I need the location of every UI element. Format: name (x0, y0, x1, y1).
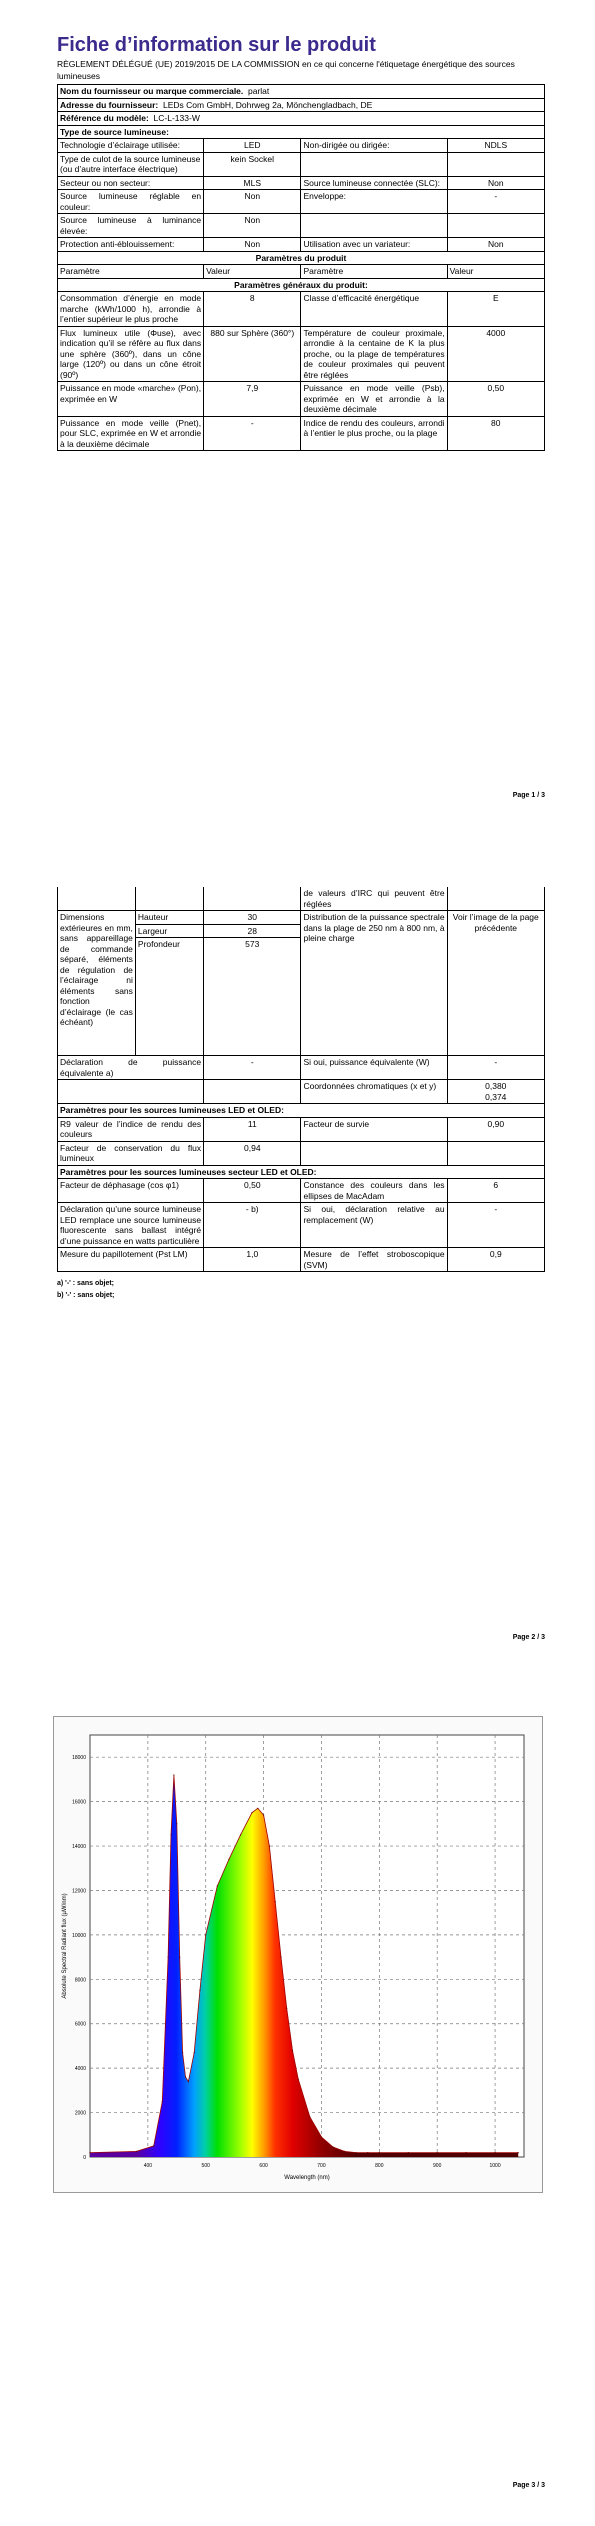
x-tick-label: 700 (317, 2163, 326, 2169)
param-label: Indice de rendu des couleurs, arrondi à l’entier le plus proche, ou la plage (301, 416, 447, 451)
param-value: E (447, 292, 544, 327)
mains-label: Constance des couleurs dans les ellipses de MacAdam (301, 1179, 447, 1203)
data-point (309, 2116, 310, 2117)
data-point (153, 2145, 154, 2146)
led-value: 0,90 (447, 1117, 544, 1141)
data-point (298, 2079, 299, 2080)
type-row (58, 238, 545, 252)
general-header-row (58, 278, 545, 292)
dim-value-width: 28 (204, 924, 301, 938)
param-label: Classe d’efficacité énergétique (301, 292, 447, 327)
page-number-3: Page 3 / 3 (512, 2482, 545, 2489)
data-point (240, 1834, 241, 1835)
type-header-row (58, 125, 545, 139)
type-value (447, 214, 544, 238)
data-point (228, 1859, 229, 1860)
param-value: 7,9 (204, 382, 301, 417)
equiv-label: Si oui, puissance équivalente (W) (301, 1056, 447, 1080)
general-params-rows (58, 292, 545, 451)
param-label: Puissance en mode veille (Pnet), pour SLC, exprimée en W et arrondie à la deuxième décimale (58, 416, 204, 451)
spectrum-chart-frame (53, 1716, 543, 2193)
type-value: kein Sockel (204, 152, 301, 176)
model-value: LC-L-133-W (153, 113, 200, 123)
led-value: 0,94 (204, 1141, 301, 1165)
equiv-label: Coordonnées chromatiques (x et y) (301, 1080, 447, 1104)
mains-params-header: Paramètres pour les sources lumineuses secteur LED et OLED: (58, 1165, 545, 1179)
data-point (408, 2152, 409, 2153)
data-point (257, 1808, 258, 1809)
param-label: Flux lumineux utile (Φuse), avec indication qu’il se réfère au flux dans une sphère (360º), dans un cône large (120º) ou dans un cône étroit (90º) (58, 326, 204, 382)
led-label (301, 1141, 447, 1165)
data-point (356, 2152, 357, 2153)
plot-area (90, 1735, 524, 2157)
equiv-row (58, 1056, 545, 1080)
type-value: Non (204, 190, 301, 214)
mains-value: - (447, 1203, 544, 1248)
type-value (447, 152, 544, 176)
data-point (188, 2081, 189, 2082)
cri-continuation: de valeurs d’IRC qui peuvent être réglées (301, 887, 447, 911)
type-label: Source lumineuse à luminance élevée: (58, 214, 204, 238)
type-label: Protection anti-éblouissement: (58, 238, 204, 252)
type-label: Source lumineuse réglable en couleur: (58, 190, 204, 214)
type-value: - (447, 190, 544, 214)
mains-value: 0,50 (204, 1179, 301, 1203)
y-tick-label: 2000 (74, 2110, 86, 2117)
document-title: Fiche d’information sur le produit (57, 34, 376, 56)
param-value: 80 (447, 416, 544, 451)
dimensions-label: Dimensions extérieures en mm, sans appareillage de commande séparé, éléments de régulation de l’éclairage ni éléments sans fonction d’éclairage (le cas échéant) (58, 911, 136, 1056)
led-row (58, 1117, 545, 1141)
param-label: Puissance en mode «marche» (Pon), exprimée en W (58, 382, 204, 417)
param-value: 0,50 (447, 382, 544, 417)
equivalence-rows (58, 1056, 545, 1104)
data-point (332, 2146, 333, 2147)
y-tick-label: 16000 (72, 1799, 86, 1806)
y-axis-label: Absolute Spectral Radiant flux (µW/nm) (62, 1893, 68, 1999)
mains-params-rows (58, 1179, 545, 1272)
led-value (447, 1141, 544, 1165)
data-point (173, 1774, 174, 1775)
data-point (217, 1885, 218, 1886)
y-tick-label: 18000 (72, 1755, 86, 1762)
column-header-row (58, 265, 545, 279)
page-number-2: Page 2 / 3 (512, 1634, 545, 1641)
spectral-label: Distribution de la puissance spectrale dans la plage de 250 nm à 800 nm, à pleine charge (301, 911, 447, 1056)
data-point (205, 1934, 206, 1935)
led-params-header: Paramètres pour les sources lumineuses LED et OLED: (58, 1104, 545, 1118)
model-row (58, 112, 545, 126)
supplier-value: parlat (248, 86, 270, 96)
data-point (194, 2052, 195, 2053)
type-label: Secteur ou non secteur: (58, 176, 204, 190)
cri-continuation-row (58, 887, 545, 911)
params-header: Paramètres du produit (58, 251, 545, 265)
param-row (58, 416, 545, 451)
param-row (58, 326, 545, 382)
data-point (275, 1901, 276, 1902)
led-value: 11 (204, 1117, 301, 1141)
type-label: Technologie d’éclairage utilisée: (58, 139, 204, 153)
type-value: Non (204, 238, 301, 252)
footnote-b: b) '-' : sans objet; (57, 1292, 115, 1299)
general-params-header: Paramètres généraux du produit: (58, 278, 545, 292)
y-tick-label: 4000 (74, 2066, 86, 2073)
mains-label: Facteur de déphasage (cos φ1) (58, 1179, 204, 1203)
model-label: Référence du modèle: (60, 113, 149, 123)
col-param-1: Paramètre (58, 265, 204, 279)
data-point (162, 2101, 163, 2102)
dim-value-height: 30 (204, 911, 301, 925)
equiv-label: Déclaration de puissance équivalente a) (58, 1056, 204, 1080)
param-label: Consommation d’énergie en mode marche (kWh/1000 h), arrondie à l’entier supérieur le plus proche (58, 292, 204, 327)
mains-label: Si oui, déclaration relative au remplacement (W) (301, 1203, 447, 1248)
type-value: MLS (204, 176, 301, 190)
data-point (286, 2008, 287, 2009)
x-tick-label: 800 (375, 2163, 384, 2169)
type-label: Utilisation avec un variateur: (301, 238, 447, 252)
param-value: 4000 (447, 326, 544, 382)
type-value: Non (204, 214, 301, 238)
type-label (301, 152, 447, 176)
product-info-table-cont (57, 887, 545, 1272)
param-value: - (204, 416, 301, 451)
led-header-row (58, 1104, 545, 1118)
equiv-value (204, 1080, 301, 1104)
led-label: R9 valeur de l’indice de rendu des couleurs (58, 1117, 204, 1141)
param-label: Puissance en mode veille (Psb), exprimée en W et arrondie à la deuxième décimale (301, 382, 447, 417)
data-point (292, 2050, 293, 2051)
data-point (269, 1846, 270, 1847)
mains-value: - b) (204, 1203, 301, 1248)
params-header-row (58, 251, 545, 265)
equiv-label (58, 1080, 204, 1104)
spectral-value: Voir l’image de la page précédente (447, 911, 544, 1056)
spectral-distribution-chart (54, 1717, 542, 2192)
page-1-content (57, 32, 545, 451)
y-tick-label: 0 (83, 2155, 86, 2161)
mains-label: Mesure de l’effet stroboscopique (SVM) (301, 1248, 447, 1272)
type-row (58, 176, 545, 190)
address-row (58, 98, 545, 112)
mains-value: 1,0 (204, 1248, 301, 1272)
mains-label: Déclaration qu’une source lumineuse LED remplace une source lumineuse fluorescente sans ballast intégré d’une puissance en watts particulière (58, 1203, 204, 1248)
data-point (185, 2076, 186, 2077)
page-number-1: Page 1 / 3 (512, 792, 545, 799)
dimension-row-height (58, 911, 545, 925)
type-label: Enveloppe: (301, 190, 447, 214)
dim-name-depth: Profondeur (135, 938, 203, 1056)
type-row (58, 152, 545, 176)
data-point (367, 2152, 368, 2153)
data-point (182, 2052, 183, 2053)
param-row (58, 382, 545, 417)
page-3 (0, 1684, 595, 2526)
data-point (495, 2152, 496, 2153)
param-label: Température de couleur proximale, arrondie à la centaine de K la plus proche, ou la plage de températures de couleur proximales qui peuvent être réglées (301, 326, 447, 382)
x-axis-label: Wavelength (nm) (284, 2175, 330, 2181)
type-value: NDLS (447, 139, 544, 153)
param-value: 880 sur Sphère (360°) (204, 326, 301, 382)
regulation-subtitle: RÈGLEMENT DÉLÉGUÉ (UE) 2019/2015 DE LA COMMISSION en ce qui concerne l'étiquetage énergétique des sources lumineuses (57, 59, 515, 81)
x-tick-label: 400 (143, 2163, 153, 2169)
mains-row (58, 1203, 545, 1248)
type-label: Non-dirigée ou dirigée: (301, 139, 447, 153)
equiv-value: - (447, 1056, 544, 1080)
col-param-2: Paramètre (301, 265, 447, 279)
address-label: Adresse du fournisseur: (60, 99, 159, 110)
supplier-row (58, 85, 545, 99)
type-value: Non (447, 238, 544, 252)
col-value-2: Valeur (447, 265, 544, 279)
mains-row (58, 1179, 545, 1203)
data-point (437, 2152, 438, 2153)
type-row (58, 139, 545, 153)
dim-name-width: Largeur (135, 924, 203, 938)
footnotes (57, 1278, 545, 1302)
data-point (176, 1823, 177, 1824)
data-point (199, 1990, 200, 1991)
equiv-value: 0,380 0,374 (447, 1080, 544, 1104)
mains-value: 0,9 (447, 1248, 544, 1272)
page-2 (0, 842, 595, 1684)
type-row (58, 214, 545, 238)
data-point (280, 1957, 281, 1958)
type-value: Non (447, 176, 544, 190)
y-tick-label: 8000 (74, 1977, 86, 1984)
data-point (379, 2152, 380, 2153)
light-source-type-rows (58, 139, 545, 252)
dim-value-depth: 573 (204, 938, 301, 1056)
y-tick-label: 6000 (74, 2021, 86, 2028)
led-label: Facteur de survie (301, 1117, 447, 1141)
data-point (179, 1957, 180, 1958)
x-tick-label: 1000 (489, 2163, 501, 2169)
product-info-table (57, 84, 545, 451)
y-tick-label: 12000 (72, 1888, 86, 1895)
footnote-a: a) '-' : sans objet; (57, 1280, 115, 1287)
param-value: 8 (204, 292, 301, 327)
type-label: Source lumineuse connectée (SLC): (301, 176, 447, 190)
type-value: LED (204, 139, 301, 153)
mains-label: Mesure du papillotement (Pst LM) (58, 1248, 204, 1272)
data-point (136, 2151, 137, 2152)
data-point (344, 2151, 345, 2152)
param-row (58, 292, 545, 327)
col-value-1: Valeur (204, 265, 301, 279)
address-value: LEDs Com GmbH, Dohrweg 2a, Mönchengladbach, DE (162, 99, 373, 110)
page-2-content (57, 887, 545, 1302)
mains-row (58, 1248, 545, 1272)
x-tick-label: 500 (201, 2163, 210, 2169)
y-tick-label: 14000 (72, 1844, 86, 1851)
data-point (263, 1814, 264, 1815)
page-1 (0, 0, 595, 842)
dim-name-height: Hauteur (135, 911, 203, 925)
data-point (89, 2152, 90, 2153)
supplier-label: Nom du fournisseur ou marque commerciale. (60, 86, 244, 96)
led-label: Facteur de conservation du flux lumineux (58, 1141, 204, 1165)
x-tick-label: 600 (259, 2163, 268, 2169)
type-label (301, 214, 447, 238)
data-point (168, 1957, 169, 1958)
type-row (58, 190, 545, 214)
data-point (321, 2136, 322, 2137)
data-point (170, 1834, 171, 1835)
led-params-rows (58, 1117, 545, 1165)
equiv-row (58, 1080, 545, 1104)
type-header: Type de source lumineuse: (58, 125, 545, 139)
data-point (251, 1812, 252, 1813)
equiv-value: - (204, 1056, 301, 1080)
type-label: Type de culot de la source lumineuse (ou d’autre interface électrique) (58, 152, 204, 176)
x-tick-label: 900 (433, 2163, 442, 2169)
data-point (466, 2152, 467, 2153)
data-point (518, 2152, 519, 2153)
y-tick-label: 10000 (72, 1932, 86, 1939)
mains-value: 6 (447, 1179, 544, 1203)
mains-header-row (58, 1165, 545, 1179)
led-row (58, 1141, 545, 1165)
